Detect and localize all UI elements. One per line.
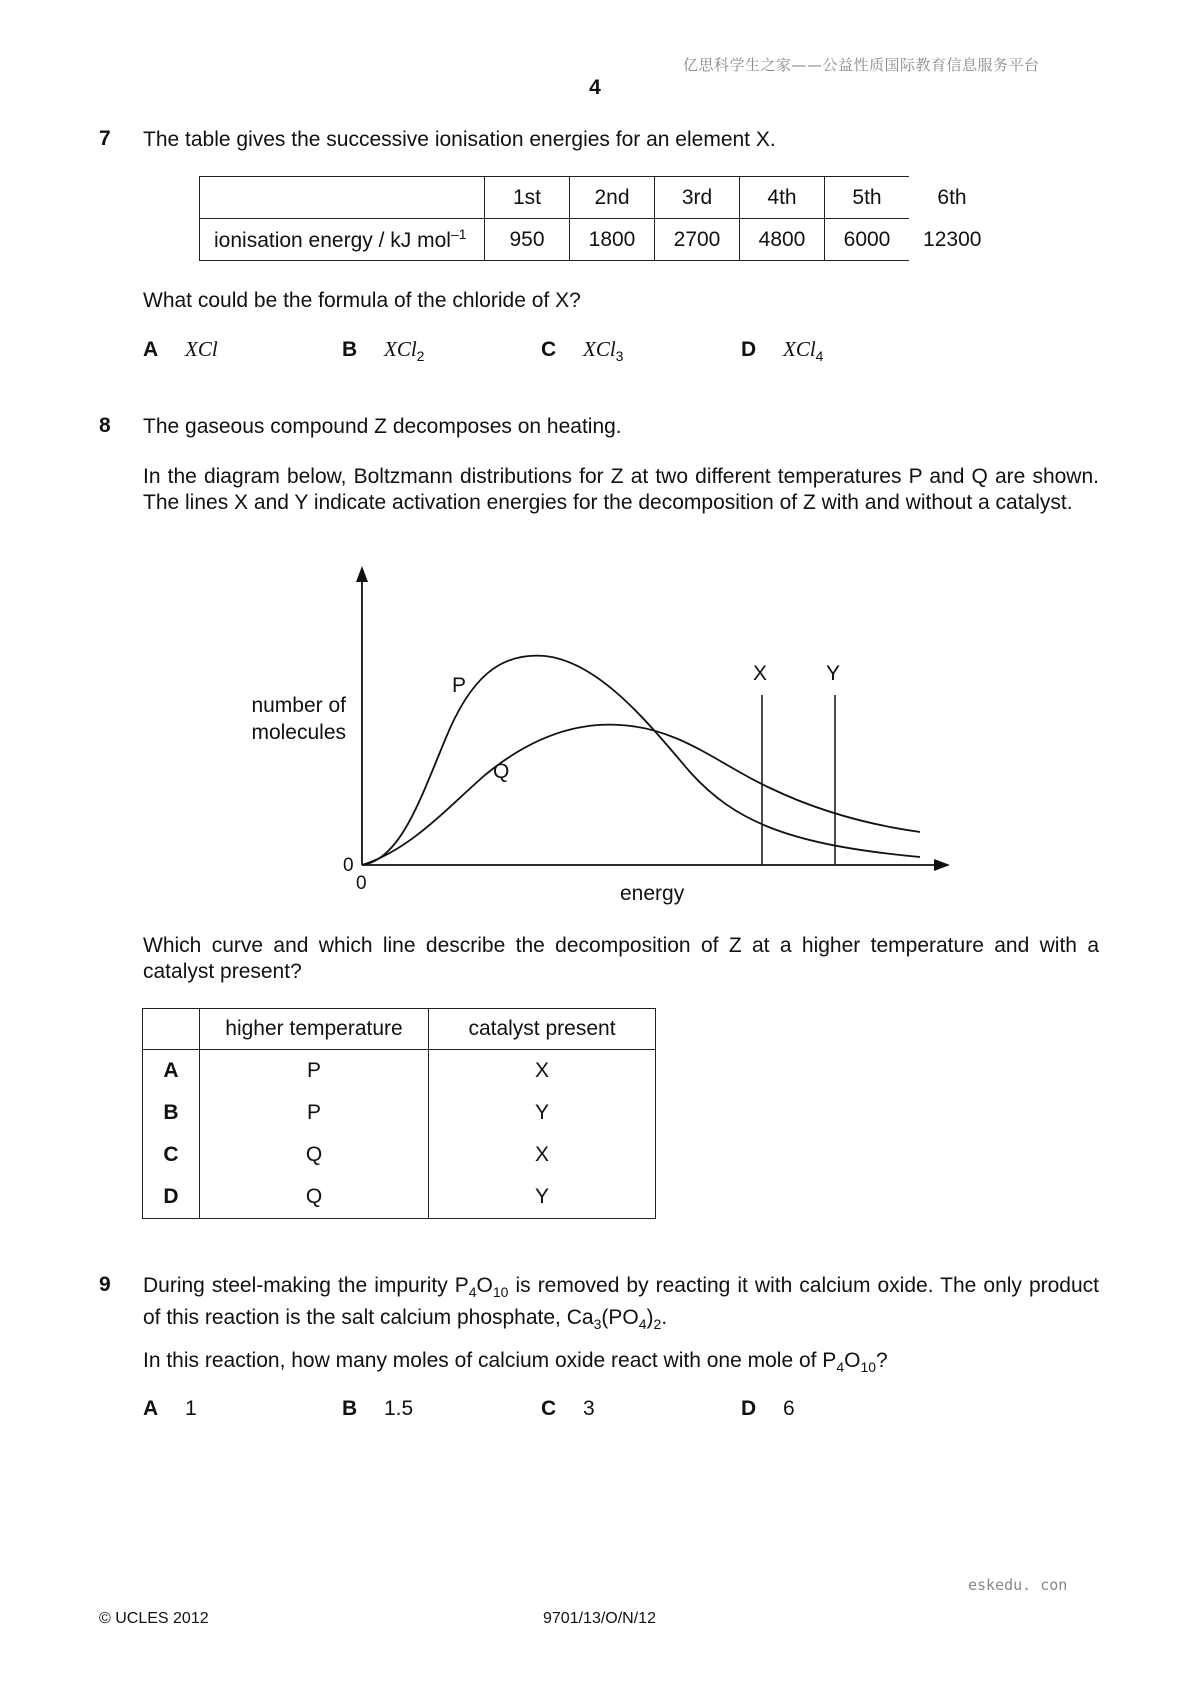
question-7-prompt: What could be the formula of the chloride of X? xyxy=(143,289,581,312)
q9-option-c[interactable] xyxy=(541,1397,595,1421)
q9-question-sub2: 10 xyxy=(860,1359,877,1376)
watermark-footer: eskedu. con xyxy=(968,1576,1068,1594)
question-8-stem: The gaseous compound Z decomposes on heating. xyxy=(143,415,622,438)
footer-copyright: © UCLES 2012 xyxy=(99,1610,209,1627)
answer-row-b-catalyst: Y xyxy=(429,1092,656,1134)
ie-value-1: 950 xyxy=(485,219,570,261)
q7-option-b-letter: B xyxy=(342,338,358,361)
ie-header-2: 2nd xyxy=(570,177,655,219)
q9-stem-part5: ) xyxy=(646,1306,654,1330)
q9-option-b[interactable] xyxy=(342,1397,413,1421)
label-x: X xyxy=(753,662,768,685)
ie-header-3: 3rd xyxy=(655,177,740,219)
answer-row-d-key: D xyxy=(143,1176,200,1219)
label-p: P xyxy=(452,674,467,697)
q9-option-c-text: 3 xyxy=(583,1397,595,1420)
ionisation-energy-table xyxy=(199,176,996,261)
q9-stem-sub3: 3 xyxy=(593,1316,602,1333)
q9-stem-part2: O xyxy=(476,1274,493,1297)
answer-row-d[interactable] xyxy=(143,1176,656,1219)
q9-option-a-text: 1 xyxy=(185,1397,197,1420)
question-8-paragraph: In the diagram below, Boltzmann distributions for Z at two different temperatures P and Q are shown. The lines X and Y indicate activation energies for the decomposition of Z with and without a catalyst. xyxy=(143,465,1099,514)
y-axis-arrow-icon xyxy=(356,566,368,582)
answer-table-corner xyxy=(143,1009,200,1050)
answer-row-b[interactable] xyxy=(143,1092,656,1134)
q7-option-c-text: XCl xyxy=(583,337,616,361)
ie-header-5: 5th xyxy=(825,177,910,219)
page-number: 4 xyxy=(589,76,601,99)
boltzmann-diagram xyxy=(230,560,970,920)
question-7-number: 7 xyxy=(99,127,111,150)
answer-row-d-catalyst: Y xyxy=(429,1176,656,1219)
answer-row-a-catalyst: X xyxy=(429,1050,656,1093)
question-9-number: 9 xyxy=(99,1273,111,1296)
q7-option-d-letter: D xyxy=(741,338,757,361)
y-axis-label-line1: number of xyxy=(251,694,346,717)
ie-value-3: 2700 xyxy=(655,219,740,261)
q9-stem-part4: (PO xyxy=(601,1306,639,1330)
ie-value-5: 6000 xyxy=(825,219,910,261)
curve-q xyxy=(362,725,920,865)
q7-option-b-text: XCl xyxy=(384,337,417,361)
answer-row-b-temperature: P xyxy=(200,1092,429,1134)
q9-stem-sub2: 10 xyxy=(492,1284,509,1301)
footer-paper-code: 9701/13/O/N/12 xyxy=(543,1610,656,1627)
question-9-prompt xyxy=(143,1348,1098,1380)
q7-option-b[interactable] xyxy=(342,337,424,364)
q9-question-sub1: 4 xyxy=(836,1359,845,1376)
q7-option-a[interactable] xyxy=(143,337,218,362)
answer-row-d-temperature: Q xyxy=(200,1176,429,1219)
question-8-number: 8 xyxy=(99,414,111,437)
q9-question-part3: ? xyxy=(876,1349,888,1372)
q7-option-c-sub: 3 xyxy=(615,348,624,365)
q7-option-d[interactable] xyxy=(741,337,823,364)
q9-option-a-letter: A xyxy=(143,1397,159,1420)
ie-row-label-sup: –1 xyxy=(450,226,467,242)
q9-option-d-text: 6 xyxy=(783,1397,795,1420)
q7-option-a-text: XCl xyxy=(185,337,218,361)
q9-option-d[interactable] xyxy=(741,1397,795,1421)
ie-value-4: 4800 xyxy=(740,219,825,261)
answer-row-c-temperature: Q xyxy=(200,1134,429,1176)
q9-stem-sub4: 4 xyxy=(638,1316,647,1333)
q7-option-d-sub: 4 xyxy=(815,348,824,365)
origin-label-y: 0 xyxy=(343,855,354,876)
q9-option-c-letter: C xyxy=(541,1397,557,1420)
x-axis-label: energy xyxy=(620,882,685,905)
ie-header-1: 1st xyxy=(485,177,570,219)
y-axis-label-line2: molecules xyxy=(251,721,346,744)
origin-label-x: 0 xyxy=(356,873,367,894)
curve-p xyxy=(362,656,920,865)
q9-stem-sub5: 2 xyxy=(653,1316,662,1333)
question-7-stem: The table gives the successive ionisation energies for an element X. xyxy=(143,128,776,151)
question-8-prompt: Which curve and which line describe the decomposition of Z at a higher temperature and with a catalyst present? xyxy=(143,934,1099,983)
x-axis-arrow-icon xyxy=(934,859,950,871)
answer-header-temperature: higher temperature xyxy=(200,1009,429,1050)
q9-stem-sub1: 4 xyxy=(468,1284,477,1301)
watermark-header: 亿思科学生之家——公益性质国际教育信息服务平台 xyxy=(683,56,1040,74)
ie-header-4: 4th xyxy=(740,177,825,219)
label-y: Y xyxy=(826,662,841,685)
answer-row-b-key: B xyxy=(143,1092,200,1134)
q9-stem-part1: During steel-making the impurity P xyxy=(143,1274,469,1297)
q7-option-c-letter: C xyxy=(541,338,557,361)
table-corner-cell xyxy=(200,177,485,219)
answer-row-c[interactable] xyxy=(143,1134,656,1176)
q7-option-c[interactable] xyxy=(541,337,623,364)
q9-question-part1: In this reaction, how many moles of calcium oxide react with one mole of P xyxy=(143,1349,837,1372)
q9-question-part2: O xyxy=(844,1349,861,1372)
q9-option-a[interactable] xyxy=(143,1397,197,1421)
answer-row-a-temperature: P xyxy=(200,1050,429,1093)
question-9-stem xyxy=(143,1273,1099,1337)
q9-option-b-letter: B xyxy=(342,1397,358,1420)
q7-option-a-letter: A xyxy=(143,338,159,361)
ie-row-label xyxy=(200,219,485,261)
ie-header-6: 6th xyxy=(937,185,967,209)
q7-option-d-text: XCl xyxy=(783,337,816,361)
q9-option-d-letter: D xyxy=(741,1397,757,1420)
ie-value-2: 1800 xyxy=(570,219,655,261)
q8-answer-table xyxy=(142,1008,656,1219)
q9-stem-part6: . xyxy=(661,1306,668,1330)
answer-row-c-catalyst: X xyxy=(429,1134,656,1176)
q9-stem-part3: is removed by reacting it with calcium oxide. The only product of this reaction is the salt calcium phosphate, Ca xyxy=(143,1274,1099,1330)
answer-row-c-key: C xyxy=(143,1134,200,1176)
ie-row-label-text: ionisation energy / kJ mol xyxy=(214,229,451,252)
q7-option-b-sub: 2 xyxy=(416,348,425,365)
label-q: Q xyxy=(493,760,510,783)
answer-row-a-key: A xyxy=(143,1050,200,1093)
ie-value-6: 12300 xyxy=(923,227,982,251)
q9-option-b-text: 1.5 xyxy=(384,1397,414,1420)
answer-row-a[interactable] xyxy=(143,1050,656,1093)
answer-header-catalyst: catalyst present xyxy=(429,1009,656,1050)
